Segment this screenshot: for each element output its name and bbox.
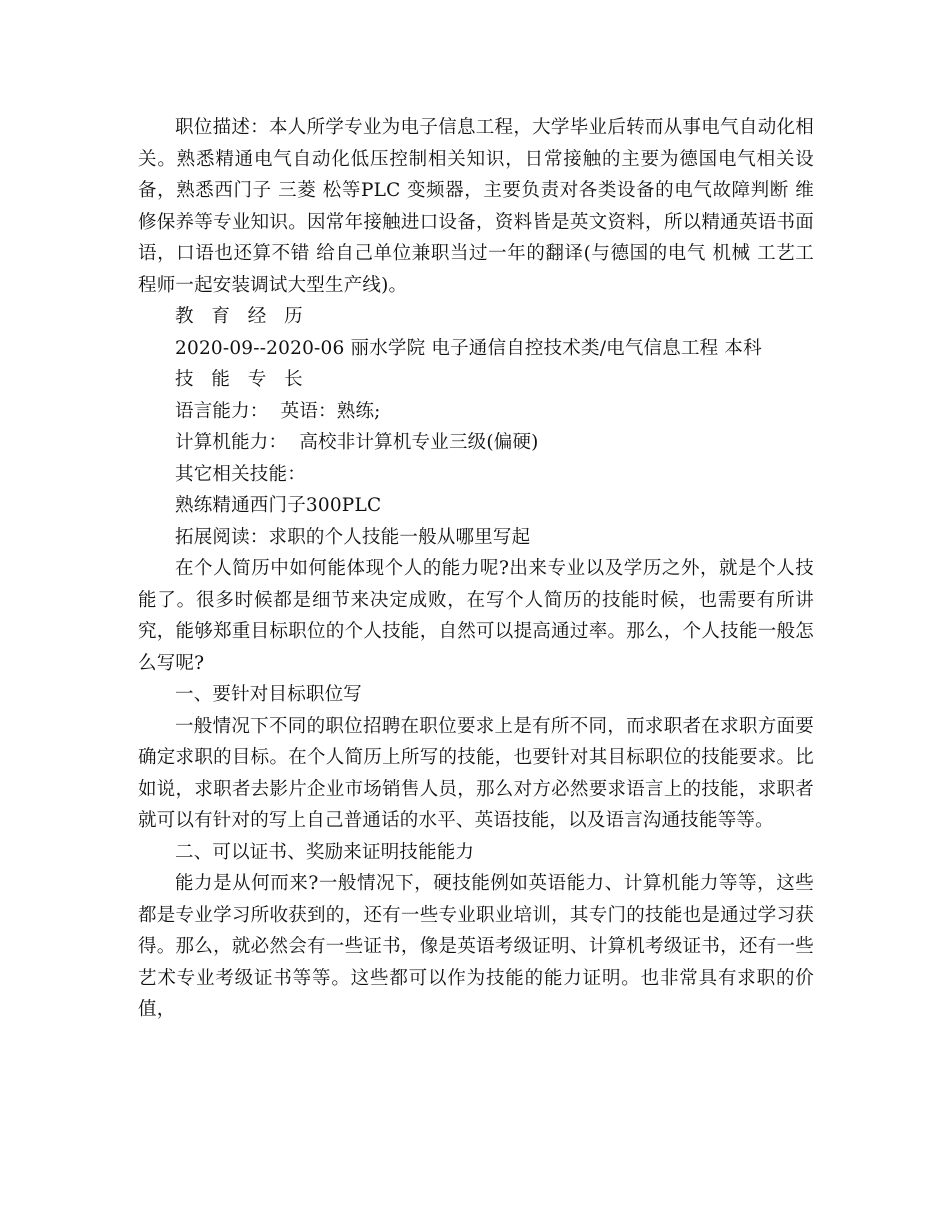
education-heading: 教 育 经 历 — [175, 306, 309, 327]
section-two-heading: 二、可以证书、奖励来证明技能能力 — [175, 841, 475, 863]
education-entry: 2020-09--2020-06 丽水学院 电子通信自控技术类/电气信息工程 本科 — [175, 337, 762, 359]
section-two-paragraph: 能力是从何而来?一般情况下，硬技能例如英语能力、计算机能力等等，这些都是专业学习所收获到的，还有一些专业职业培训，其专门的技能也是通过学习获得。那么，就必然会有一些证书，像是英语考级证明、计算机考级证书，还有一些艺术专业考级证书等等。这些都可以作为技能的能力证明。也非常具有求职的价值， — [138, 873, 814, 1020]
section-one-heading: 一、要针对目标职位写 — [175, 684, 363, 705]
job-description-paragraph: 职位描述：本人所学专业为电子信息工程，大学毕业后转而从事电气自动化相关。熟悉精通电气自动化低压控制相关知识，日常接触的主要为德国电气相关设备，熟悉西门子 三菱 松等PLC 变频器，主要负责对各类设备的电气故障判断 维修保养等专业知识。因常年接触进口设备，资料皆是英文资料，所以精通英语书面语，口语也还算不错 给自己单位兼职当过一年的翻译(与德国的电气 机械 工艺工程师一起安装调试大型生产线)。 — [138, 117, 814, 296]
document-body — [138, 112, 814, 1026]
section-one-paragraph: 一般情况下不同的职位招聘在职位要求上是有所不同，而求职者在求职方面要确定求职的目标。在个人简历上所写的技能，也要针对其目标职位的技能要求。比如说，求职者去影片企业市场销售人员，那么对方必然要求语言上的技能，求职者就可以有针对的写上自己普通话的水平、英语技能，以及语言沟通技能等等。 — [138, 715, 814, 831]
plc-skill-line: 熟练精通西门子300PLC — [175, 495, 382, 516]
intro-paragraph: 在个人简历中如何能体现个人的能力呢?出来专业以及学历之外，就是个人技能了。很多时候都是细节来决定成败，在写个人简历的技能时候，也需要有所讲究，能够郑重目标职位的个人技能，自然可以提高通过率。那么，个人技能一般怎么写呢? — [138, 558, 814, 674]
skills-heading: 技 能 专 长 — [175, 369, 309, 390]
other-skills-label: 其它相关技能： — [175, 463, 306, 485]
language-skill-line: 语言能力： 英语：熟练; — [175, 400, 381, 422]
extended-reading-title: 拓展阅读：求职的个人技能一般从哪里写起 — [175, 526, 531, 548]
computer-skill-line: 计算机能力： 高校非计算机专业三级(偏硬) — [175, 432, 539, 453]
